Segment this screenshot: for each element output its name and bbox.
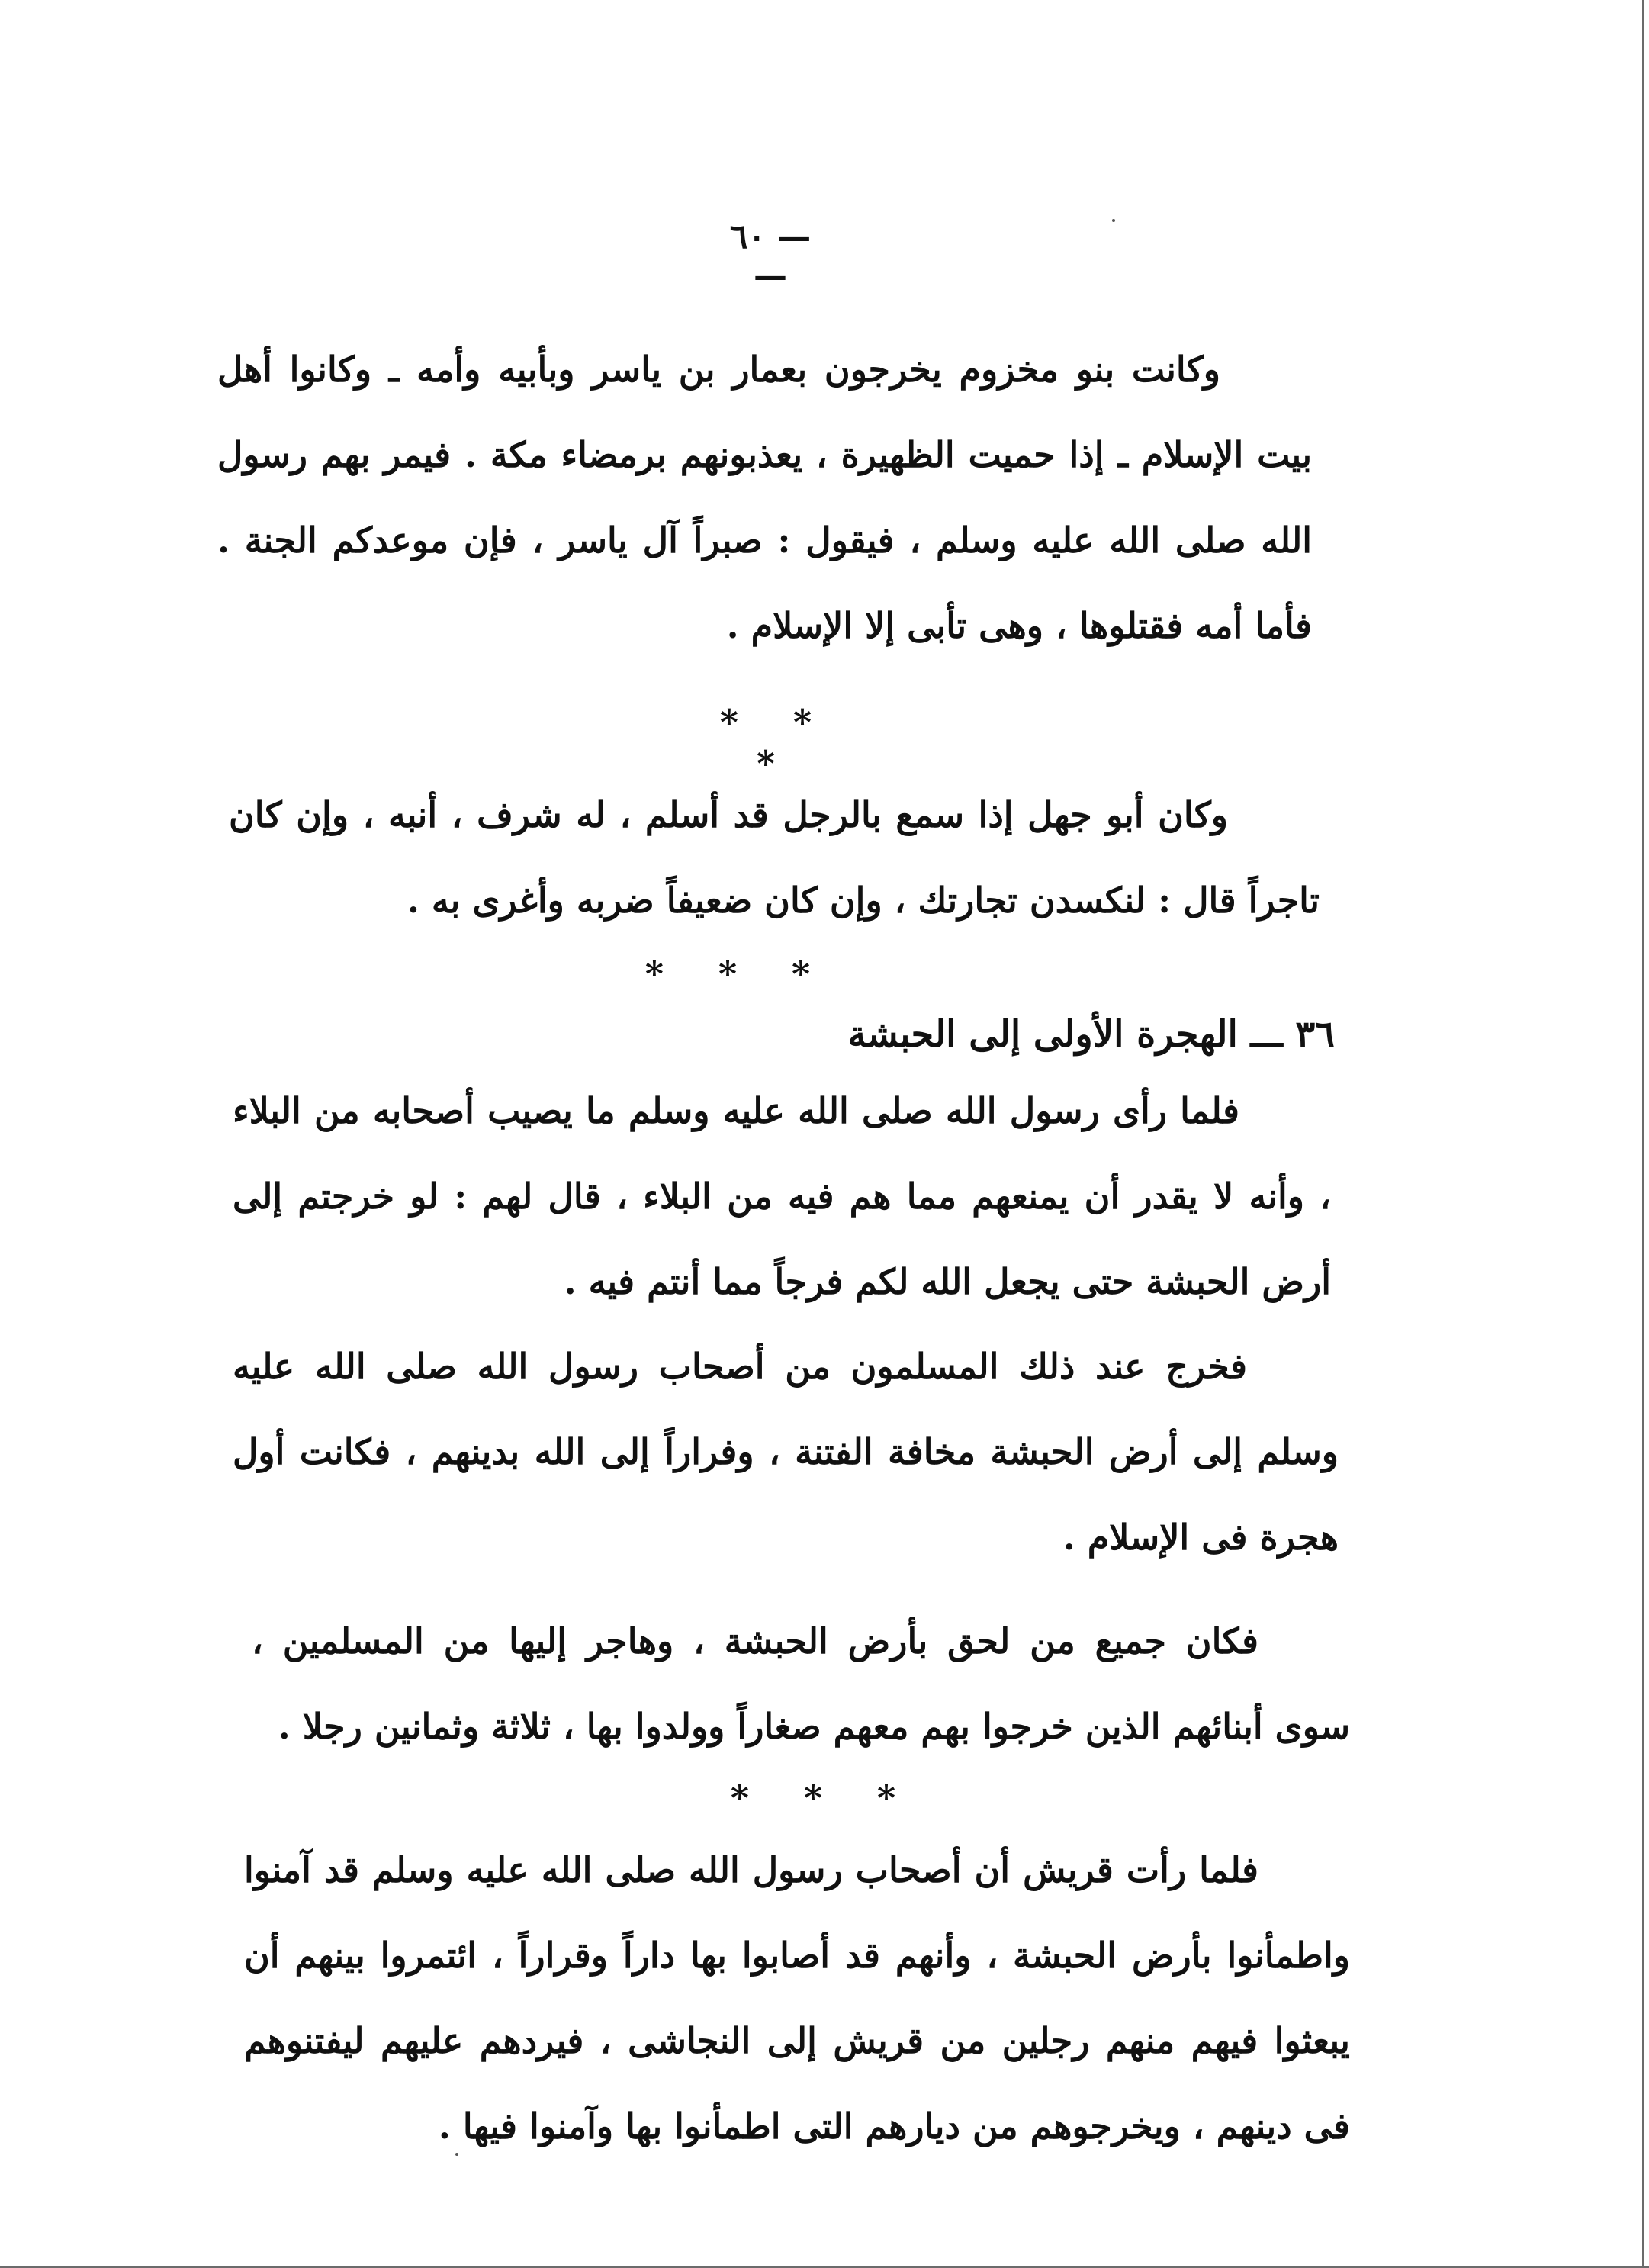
- paragraph-abu-jahl: [229, 772, 1320, 943]
- paragraph-prophet-advice: [233, 1068, 1331, 1324]
- paragraph-text: فخرج عند ذلك المسلمون من أصحاب رسول الله صلى الله عليه وسلم إلى أرض الحبشة مخافة الفتنة ، وفراراً إلى الله بدينهم ، فكانت أول هجرة فى الإسلام .: [233, 1346, 1339, 1558]
- page-number: — ٦٠ —: [729, 217, 812, 295]
- paragraph-first-hijra: [233, 1324, 1339, 1580]
- section-heading: [786, 1013, 1335, 1056]
- section-separator: * * *: [730, 1777, 918, 1819]
- paragraph-text: وكان أبو جهل إذا سمع بالرجل قد أسلم ، له شرف ، أنبه ، وإن كان تاجراً قال : لنكسدن تجارتك ، وإن كان ضعيفاً ضربه وأغرى به .: [229, 794, 1320, 921]
- section-dash: ـــ: [1250, 1013, 1283, 1056]
- paragraph-text: فلما رأت قريش أن أصحاب رسول الله صلى الله عليه وسلم قد آمنوا واطمأنوا بأرض الحبشة ، وأنهم قد أصابوا بها داراً وقراراً ، ائتمروا بينهم أن يبعثوا فيهم منهم رجلين من قريش إلى النجاشى ، فيردهم عليهم ليفتنوهم فى دينهم ، ويخرجوهم من ديارهم التى اطمأنوا بها وآمنوا فيها .: [244, 1849, 1350, 2147]
- paragraph-ammar-family: [217, 327, 1312, 668]
- scan-border-right: [1642, 0, 1644, 2268]
- paragraph-text: فكان جميع من لحق بأرض الحبشة ، وهاجر إليها من المسلمين ، سوى أبنائهم الذين خرجوا بهم معهم صغاراً وولدوا بها ، ثلاثة وثمانين رجلا .: [252, 1620, 1350, 1747]
- paragraph-text: فلما رأى رسول الله صلى الله عليه وسلم ما يصيب أصحابه من البلاء ، وأنه لا يقدر أن يمنعهم مما هم فيه من البلاء ، قال لهم : لو خرجتم إلى أرض الحبشة حتى يجعل الله لكم فرجاً مما أنتم فيه .: [233, 1090, 1331, 1302]
- section-title: الهجرة الأولى إلى الحبشة: [847, 1013, 1238, 1056]
- section-number: ٣٦: [1295, 1013, 1335, 1056]
- paragraph-text: وكانت بنو مخزوم يخرجون بعمار بن ياسر وبأبيه وأمه ـ وكانوا أهل بيت الإسلام ـ إذا حميت الظهيرة ، يعذبونهم برمضاء مكة . فيمر بهم رسول الله صلى الله عليه وسلم ، فيقول : صبراً آل ياسر ، فإن موعدكم الجنة . فأما أمه فقتلوها ، وهى تأبى إلا الإسلام .: [217, 349, 1312, 646]
- section-separator: * * *: [644, 954, 832, 995]
- scan-speck: [1112, 219, 1115, 222]
- paragraph-quraysh-plot: [244, 1827, 1350, 2169]
- paragraph-emigrants-count: [252, 1598, 1350, 1769]
- section-separator: * * *: [719, 702, 834, 784]
